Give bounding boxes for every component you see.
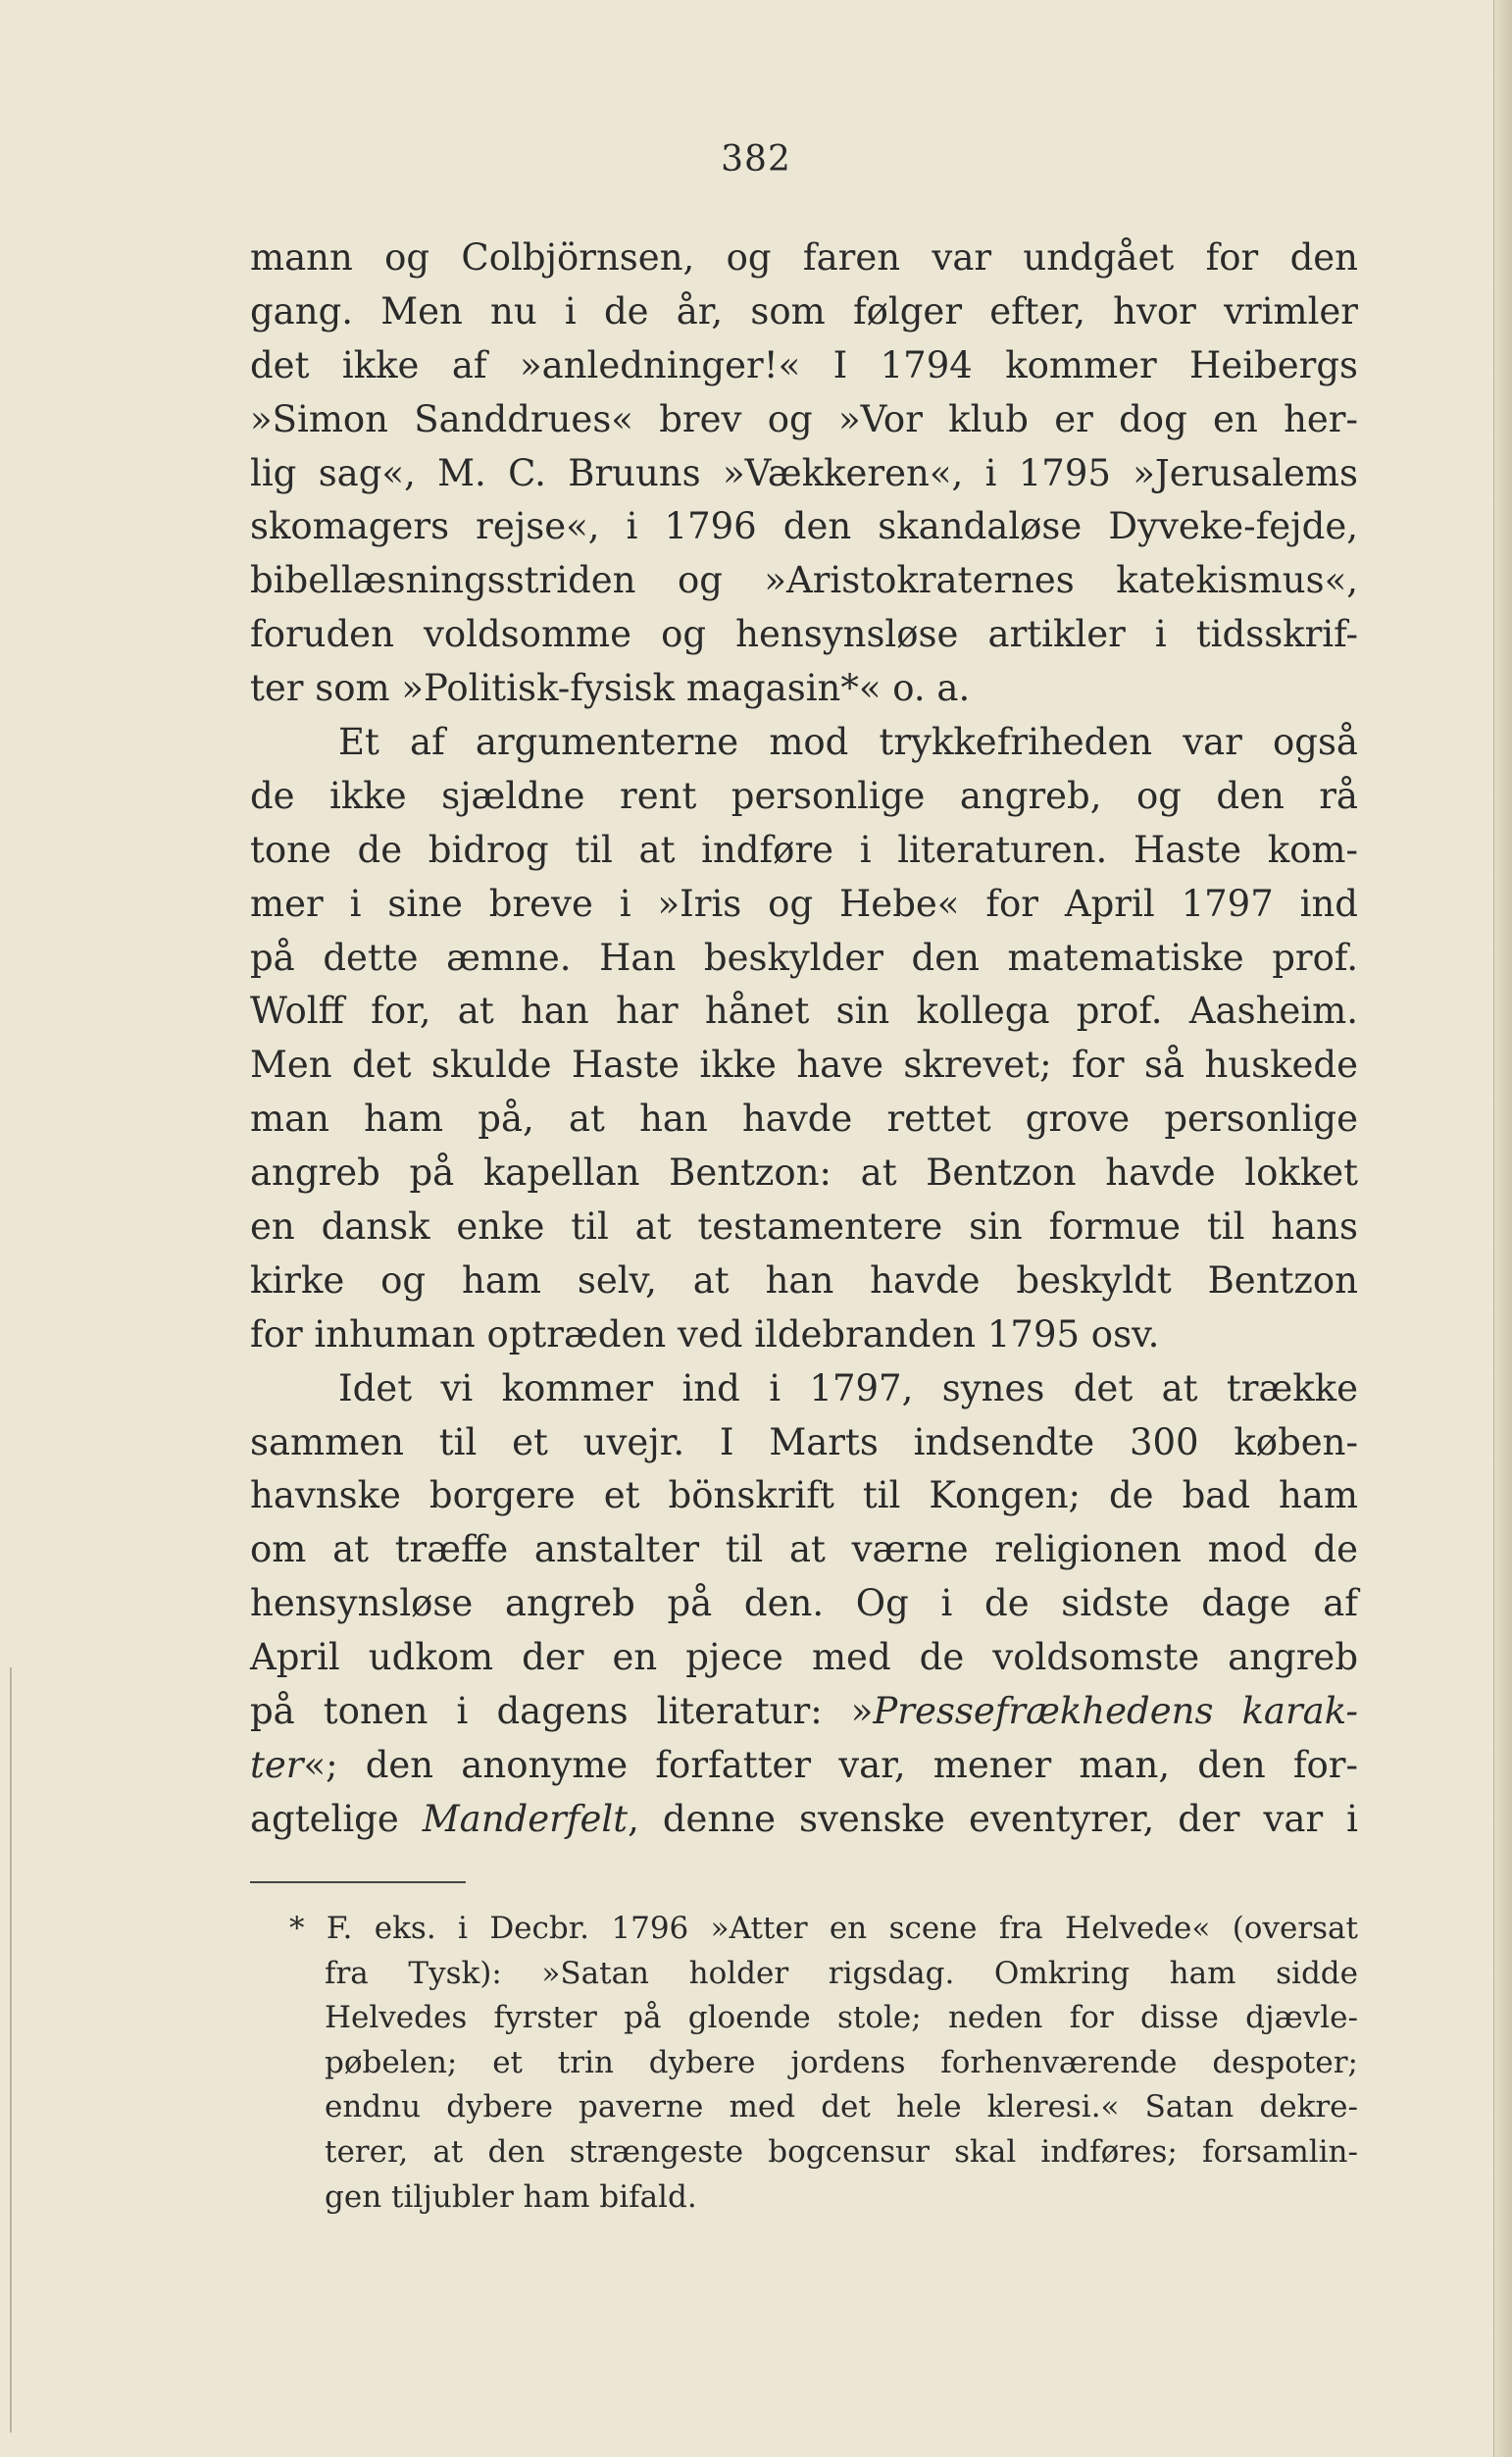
text-line: mer i sine breve i »Iris og Hebe« for April 1797 ind xyxy=(250,882,1358,925)
text-line: hensynsløse angreb på den. Og i de sidste dage af xyxy=(250,1582,1358,1625)
text-line: April udkom der en pjece med de voldsomste angreb xyxy=(250,1636,1358,1679)
footnote-line: * F. eks. i Decbr. 1796 »Atter en scene fra Helvede« (oversat xyxy=(289,1911,1358,1946)
text-line-mixed xyxy=(250,1793,1358,1847)
text-line: de ikke sjældne rent personlige angreb, og den rå xyxy=(250,774,1358,817)
text-line: ter som »Politisk-fysisk magasin*« o. a. xyxy=(250,667,971,710)
text-line: foruden voldsomme og hensynsløse artikler i tidsskrif- xyxy=(250,613,1358,656)
footnote-line: Helvedes fyrster på gloende stole; neden for disse djævle- xyxy=(325,2000,1358,2036)
italic-name-segment: Manderfelt xyxy=(422,1797,629,1840)
footnote-divider xyxy=(250,1881,466,1883)
footnote-line: pøbelen; et trin dybere jordens forhenværende despoter; xyxy=(325,2044,1358,2080)
body-text xyxy=(250,231,1358,1847)
footnote-line: terer, at den strængeste bogcensur skal indføres; forsamlin- xyxy=(325,2133,1358,2170)
text-line-mixed xyxy=(250,1685,1358,1739)
text-line: man ham på, at han havde rettet grove personlige xyxy=(250,1098,1358,1141)
text-line: om at træffe anstalter til at værne religionen mod de xyxy=(250,1528,1358,1571)
text-line: sammen til et uvejr. I Marts indsendte 300 køben- xyxy=(250,1420,1358,1463)
text-line: Men det skulde Haste ikke have skrevet; for så huskede xyxy=(250,1044,1358,1087)
text-line: Wolff for, at han har hånet sin kollega prof. Aasheim. xyxy=(250,990,1358,1033)
text-line: en dansk enke til at testamentere sin formue til hans xyxy=(250,1205,1358,1249)
text-line-mixed xyxy=(250,1739,1358,1793)
text-segment: på tonen i dagens literatur: » xyxy=(250,1690,874,1733)
italic-title-segment: Pressefrækhedens karak- xyxy=(873,1690,1358,1733)
text-line: Idet vi kommer ind i 1797, synes det at trække xyxy=(338,1366,1358,1409)
text-segment: «; den anonyme forfatter var, mener man, den for- xyxy=(303,1743,1358,1786)
footnote xyxy=(289,1907,1358,2220)
text-line: bibellæsningsstriden og »Aristokraternes katekismus«, xyxy=(250,559,1358,602)
text-line: lig sag«, M. C. Bruuns »Vækkeren«, i 1795 »Jerusalems xyxy=(250,451,1358,494)
footnote-line: endnu dybere paverne med det hele kleresi.« Satan dekre- xyxy=(325,2089,1358,2125)
text-segment: agtelige xyxy=(250,1797,423,1840)
binding-mark xyxy=(10,1667,12,2432)
text-line: det ikke af »anledninger!« I 1794 kommer Heibergs xyxy=(250,343,1358,386)
text-line: skomagers rejse«, i 1796 den skandaløse Dyveke-fejde, xyxy=(250,505,1358,548)
text-line: »Simon Sanddrues« brev og »Vor klub er dog en her- xyxy=(250,397,1358,440)
footnote-line: fra Tysk): »Satan holder rigsdag. Omkring ham sidde xyxy=(325,1955,1358,1991)
text-line: på dette æmne. Han beskylder den matematiske prof. xyxy=(250,936,1358,979)
text-line: havnske borgere et bönskrift til Kongen; de bad ham xyxy=(250,1474,1358,1517)
text-line: for inhuman optræden ved ildebranden 1795 osv. xyxy=(250,1312,1160,1356)
text-line: tone de bidrog til at indføre i literaturen. Haste kom- xyxy=(250,828,1358,871)
text-line: angreb på kapellan Bentzon: at Bentzon havde lokket xyxy=(250,1152,1358,1195)
page-edge xyxy=(1493,0,1512,2457)
footnote-line: gen tiljubler ham bifald. xyxy=(325,2178,697,2215)
text-line: Et af argumenterne mod trykkefriheden var også xyxy=(338,721,1358,764)
page-number: 382 xyxy=(721,139,791,179)
text-line: gang. Men nu i de år, som følger efter, hvor vrimler xyxy=(250,289,1358,333)
italic-title-segment: ter xyxy=(250,1743,304,1786)
text-segment: , denne svenske eventyrer, der var i xyxy=(628,1797,1358,1840)
text-line: mann og Colbjörnsen, og faren var undgået for den xyxy=(250,236,1358,279)
text-line: kirke og ham selv, at han havde beskyldt Bentzon xyxy=(250,1258,1358,1302)
